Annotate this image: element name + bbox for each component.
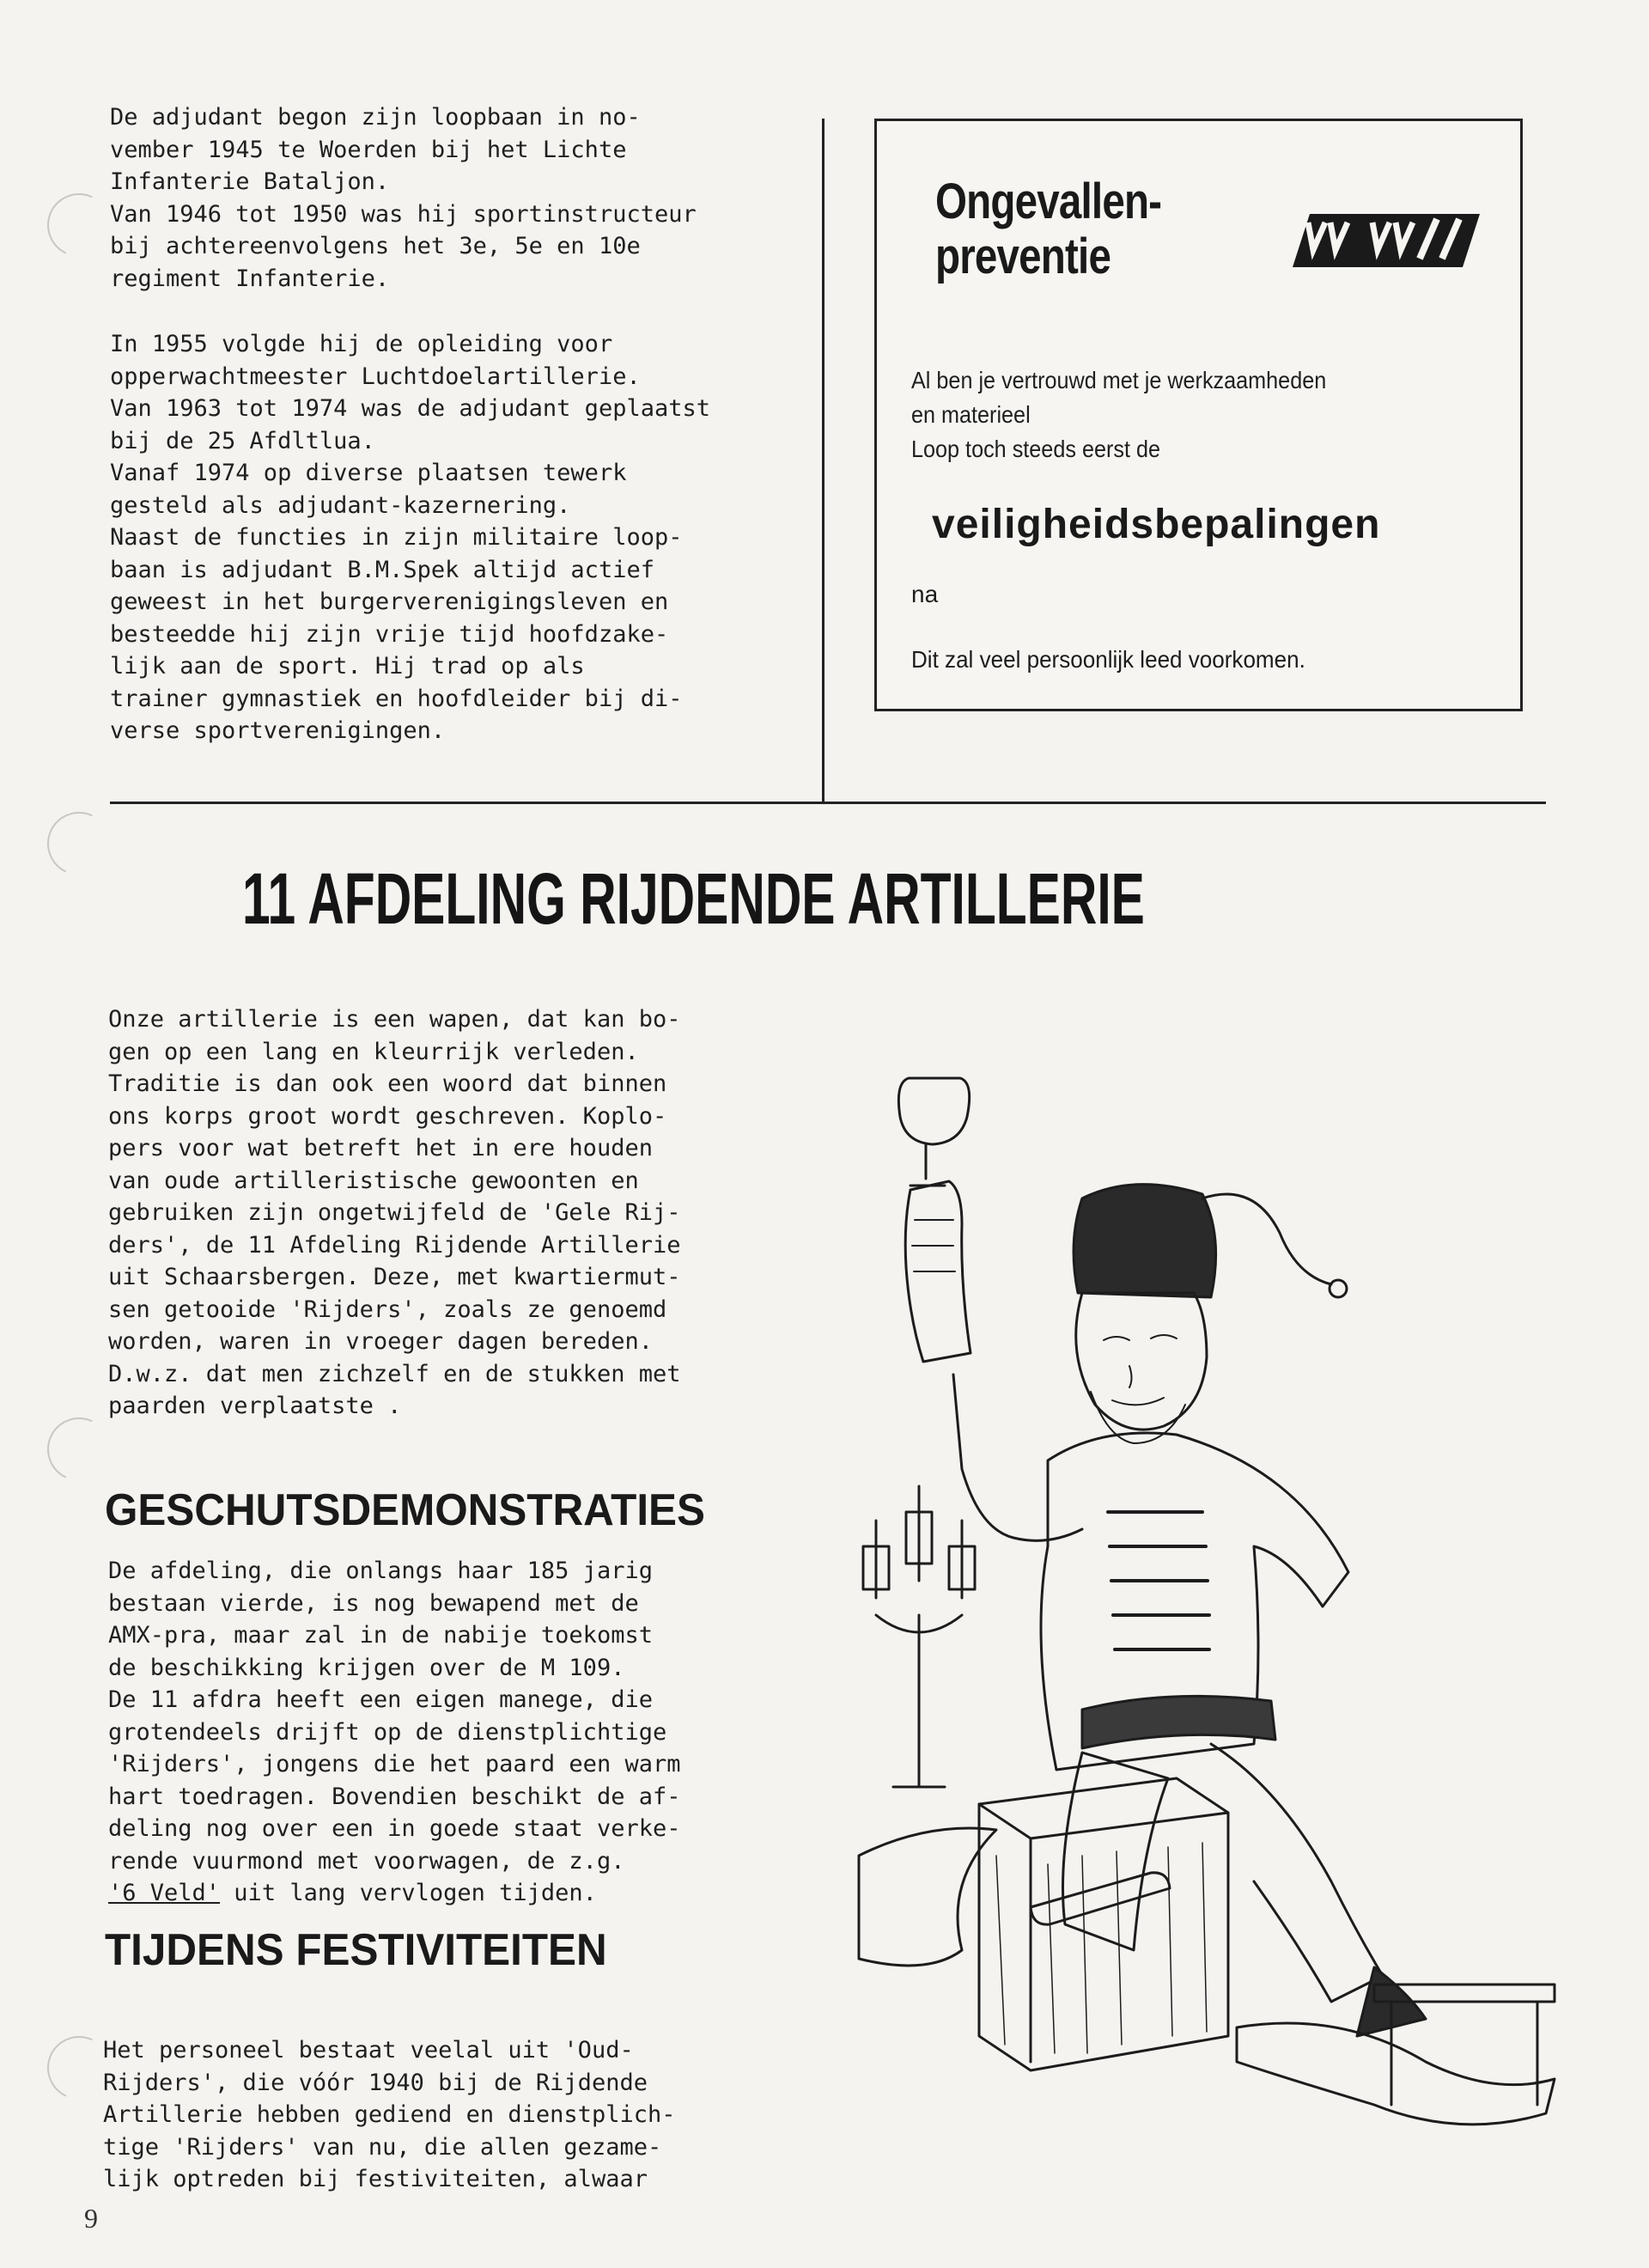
intro-text: Onze artillerie is een wapen, dat kan bo- gen op een lang en kleurrijk verleden. Traditie is dan ook een woord dat binnen ons korps groot wordt geschreven. Koplo- pers voor wat betreft het in ere houden van oude artilleristische gewoonten en gebruiken zijn ongetwijfeld de 'Gele Rij- ders', de 11 Afdeling Rijdende Artillerie uit Schaarsbergen. Deze, met kwartiermut- sen getooide 'Rijders', zoals ze genoemd worden, waren in vroeger dagen bereden. D.w.z. dat men zichzelf en de stukken met paarden verplaatste . xyxy=(108,1006,681,1419)
intro-paragraph xyxy=(108,1003,680,1423)
punch-hole xyxy=(39,803,120,885)
notice-title-line2: preventie xyxy=(935,229,1111,284)
punch-hole xyxy=(39,185,120,266)
rider-illustration xyxy=(824,997,1572,2143)
last-line-rest: uit lang vervlogen tijden. xyxy=(220,1880,597,1906)
festiviteiten-paragraph xyxy=(103,2034,675,2196)
notice-body xyxy=(911,363,1326,466)
notice-body-line: Al ben je vertrouwd met je werkzaamheden xyxy=(911,367,1327,393)
article-headline: 11 AFDELING RIJDENDE ARTILLERIE xyxy=(242,858,1145,939)
notice-title xyxy=(935,174,1161,284)
section-divider xyxy=(110,802,1546,804)
column-divider xyxy=(822,119,824,804)
show-through-text xyxy=(923,82,1432,114)
notice-body-line: Loop toch steeds eerst de xyxy=(911,436,1160,462)
page-number: 9 xyxy=(84,2203,98,2234)
geschutsdemonstraties-text: De afdeling, die onlangs haar 185 jarig bestaan vierde, is nog bewapend met de AMX-pra, maar zal in de nabije toekomst de beschikking krijgen over de M 109. De 11 afdra heeft een eigen manege, die grotendeels drijft op de dienstplichtige 'Rijders', jongens die het paard een warm hart toedragen. Bovendien beschikt de af- deling nog over een in goede staat verke- rende vuurmond met voorwagen, de z.g. xyxy=(108,1558,681,1875)
notice-after: na xyxy=(911,581,939,607)
vvv-logo-icon xyxy=(1291,209,1482,276)
bio-column xyxy=(110,101,710,747)
bio-paragraph-1: De adjudant begon zijn loopbaan in no- vember 1945 te Woerden bij het Lichte Infanterie Bataljon. Van 1946 tot 1950 was hij sportinstructeur bij achtereenvolgens het 3e, 5e en 10e regiment Infanterie. xyxy=(110,104,697,292)
notice-emphasis: veiligheidsbepalingen xyxy=(932,502,1381,547)
heading-tijdens-festiviteiten: TIJDENS FESTIVITEITEN xyxy=(105,1925,607,1975)
geschutsdemonstraties-paragraph xyxy=(108,1555,680,1910)
notice-body-line: en materieel xyxy=(911,401,1031,428)
notice-closing: Dit zal veel persoonlijk leed voorkomen. xyxy=(911,646,1305,673)
safety-notice-box xyxy=(874,119,1523,711)
bio-paragraph-2: In 1955 volgde hij de opleiding voor opperwachtmeester Luchtdoelartillerie. Van 1963 tot 1974 was de adjudant geplaatst bij de 25 Afdltlua. Vanaf 1974 op diverse plaatsen tewerk gesteld als adjudant-kazernering. Naast de functies in zijn militaire loop- baan is adjudant B.M.Spek altijd actief geweest in het burgerverenigingsleven en besteedde hij zijn vrije tijd hoofdzake- lijk aan de sport. Hij trad op als trainer gymnastiek en hoofdleider bij di- verse sportverenigingen. xyxy=(110,331,710,744)
festiviteiten-text: Het personeel bestaat veelal uit 'Oud- Rijders', die vóór 1940 bij de Rijdende Artillerie hebben gediend en dienstplich- tige 'Rijders' van nu, die allen gezame- lijk optreden bij festiviteiten, alwaar xyxy=(103,2037,676,2192)
notice-title-line1: Ongevallen- xyxy=(935,174,1162,229)
heading-geschutsdemonstraties: GESCHUTSDEMONSTRATIES xyxy=(105,1485,705,1535)
underlined-term: '6 Veld' xyxy=(108,1880,221,1906)
